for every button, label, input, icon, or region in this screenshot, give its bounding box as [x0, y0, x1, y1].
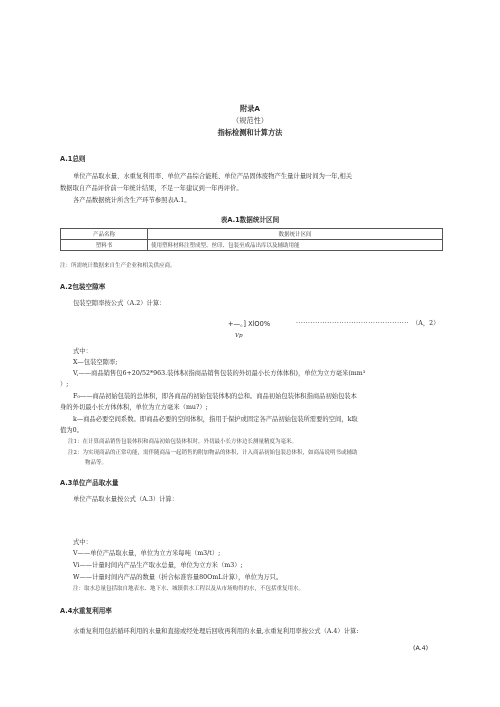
- section-a2-intro: 包装空隙率按公式（A.2）计算：: [73, 300, 166, 307]
- definition-v-water: V——单位产品取水量，单位为立方米每吨（m3/t）;: [73, 550, 221, 557]
- section-a2-note2-line1: 注2：为实现商品的正常功能，需伴随商品一起销售的附加物品的体积，计入商品初始包装总体积，如商品说明书或辅助: [68, 450, 358, 456]
- appendix-nature: （规范性）: [232, 116, 268, 125]
- appendix-subtitle: 指标检测和计算方法: [217, 128, 283, 137]
- definition-v-line1: V,——商品销售包6+20/52*963.装体积(指商品销售包装的外切最小长方体体积)，单位为立方毫米(mm³: [73, 370, 366, 377]
- definition-x: X—包装空隙率;: [73, 359, 118, 366]
- section-a1-para2: 各产品数据统计所含生产环节参照表A.1。: [73, 197, 191, 204]
- section-a2-note1: 注1：在计算商品销售包装体积和商品初始包装体积时，外切最小长方体边长测量精度为毫米。: [68, 439, 298, 445]
- appendix-title: 附录A: [240, 104, 260, 113]
- formula-a2-leader: ...............................................: [296, 318, 410, 325]
- formula-a2: +—。] XlO0%: [228, 320, 271, 328]
- formula-a2-denominator: Vp: [235, 333, 243, 339]
- table-header-cell: 数据统计区间: [148, 229, 443, 240]
- definition-f-line1: F₀——商品初始包装的总体积，即各商品的初始包装体积的总和。商品初始包装体积指商品初始包装本: [73, 393, 357, 400]
- section-a1-heading: A.1总则: [60, 155, 86, 163]
- definition-f-line2: 身的外切最小长方体体积，单位为立方毫米（mu?）;: [60, 404, 208, 411]
- section-a2-where: 式中：: [73, 348, 92, 355]
- formula-a4-number: (A.4): [413, 645, 429, 652]
- definition-vi-water: Vi——计量时间内产品生产取水总量，单位为立方米（m3）;: [73, 562, 243, 569]
- table-header-cell: 产品名称: [61, 229, 148, 240]
- definition-k-line2: 值为0。: [60, 427, 83, 434]
- section-a3-heading: A.3单位产品取水量: [60, 479, 119, 487]
- table-a1-note: 注：所需统计数据来自生产企业和相关供应商。: [60, 263, 176, 269]
- table-header-row: [61, 229, 443, 240]
- section-a3-where: 式中：: [73, 539, 92, 546]
- section-a4-heading: A.4水重复利用率: [60, 607, 112, 615]
- table-row: [61, 240, 443, 251]
- section-a4-intro: 水重复利用包括循环利用的水量和直接或经处理后回收再利用的水量,水重复利用率按公式（A.4）计算:: [73, 628, 359, 635]
- formula-a2-number: （A，2）: [412, 320, 440, 327]
- section-a1-para1-line2: 数据取自产品评价前一年统计结果，不足一年建议到一年再评价。: [60, 185, 243, 192]
- table-cell: 塑料书: [61, 240, 148, 251]
- definition-k-line1: k—商品必要空间系数。即商品必要的空间体积，指用于保护或固定各产品初始包装所需要的空间，k取: [73, 416, 358, 423]
- section-a1-para1-line1: 单位产品取水量、水重复利用率、单位产品综合能耗、单位产品固体废物产生量计量时间为一年,相关: [73, 173, 353, 180]
- definition-v-line2: ）;: [60, 381, 69, 388]
- table-cell: 使用塑料材料注塑成型、丝印、包装至成品出库以及辅助用能: [148, 240, 443, 251]
- definition-m-quantity: W——计量时间内产品的数量（折合标准容量80OmL计算），单位为万只。: [73, 574, 283, 581]
- section-a2-note2-line2: 物品等。: [85, 460, 108, 466]
- section-a3-note: 注：取水总量包括取自地表水、地下水、城镇供水工程以及从市场购得的水，不包括重复用水。: [73, 586, 305, 592]
- section-a2-heading: A.2包装空隙率: [60, 283, 106, 291]
- table-a1-caption: 表A.1数据统计区间: [220, 216, 280, 224]
- section-a3-intro: 单位产品取水量按公式（A.3）计算：: [73, 496, 179, 503]
- table-a1: [60, 228, 443, 251]
